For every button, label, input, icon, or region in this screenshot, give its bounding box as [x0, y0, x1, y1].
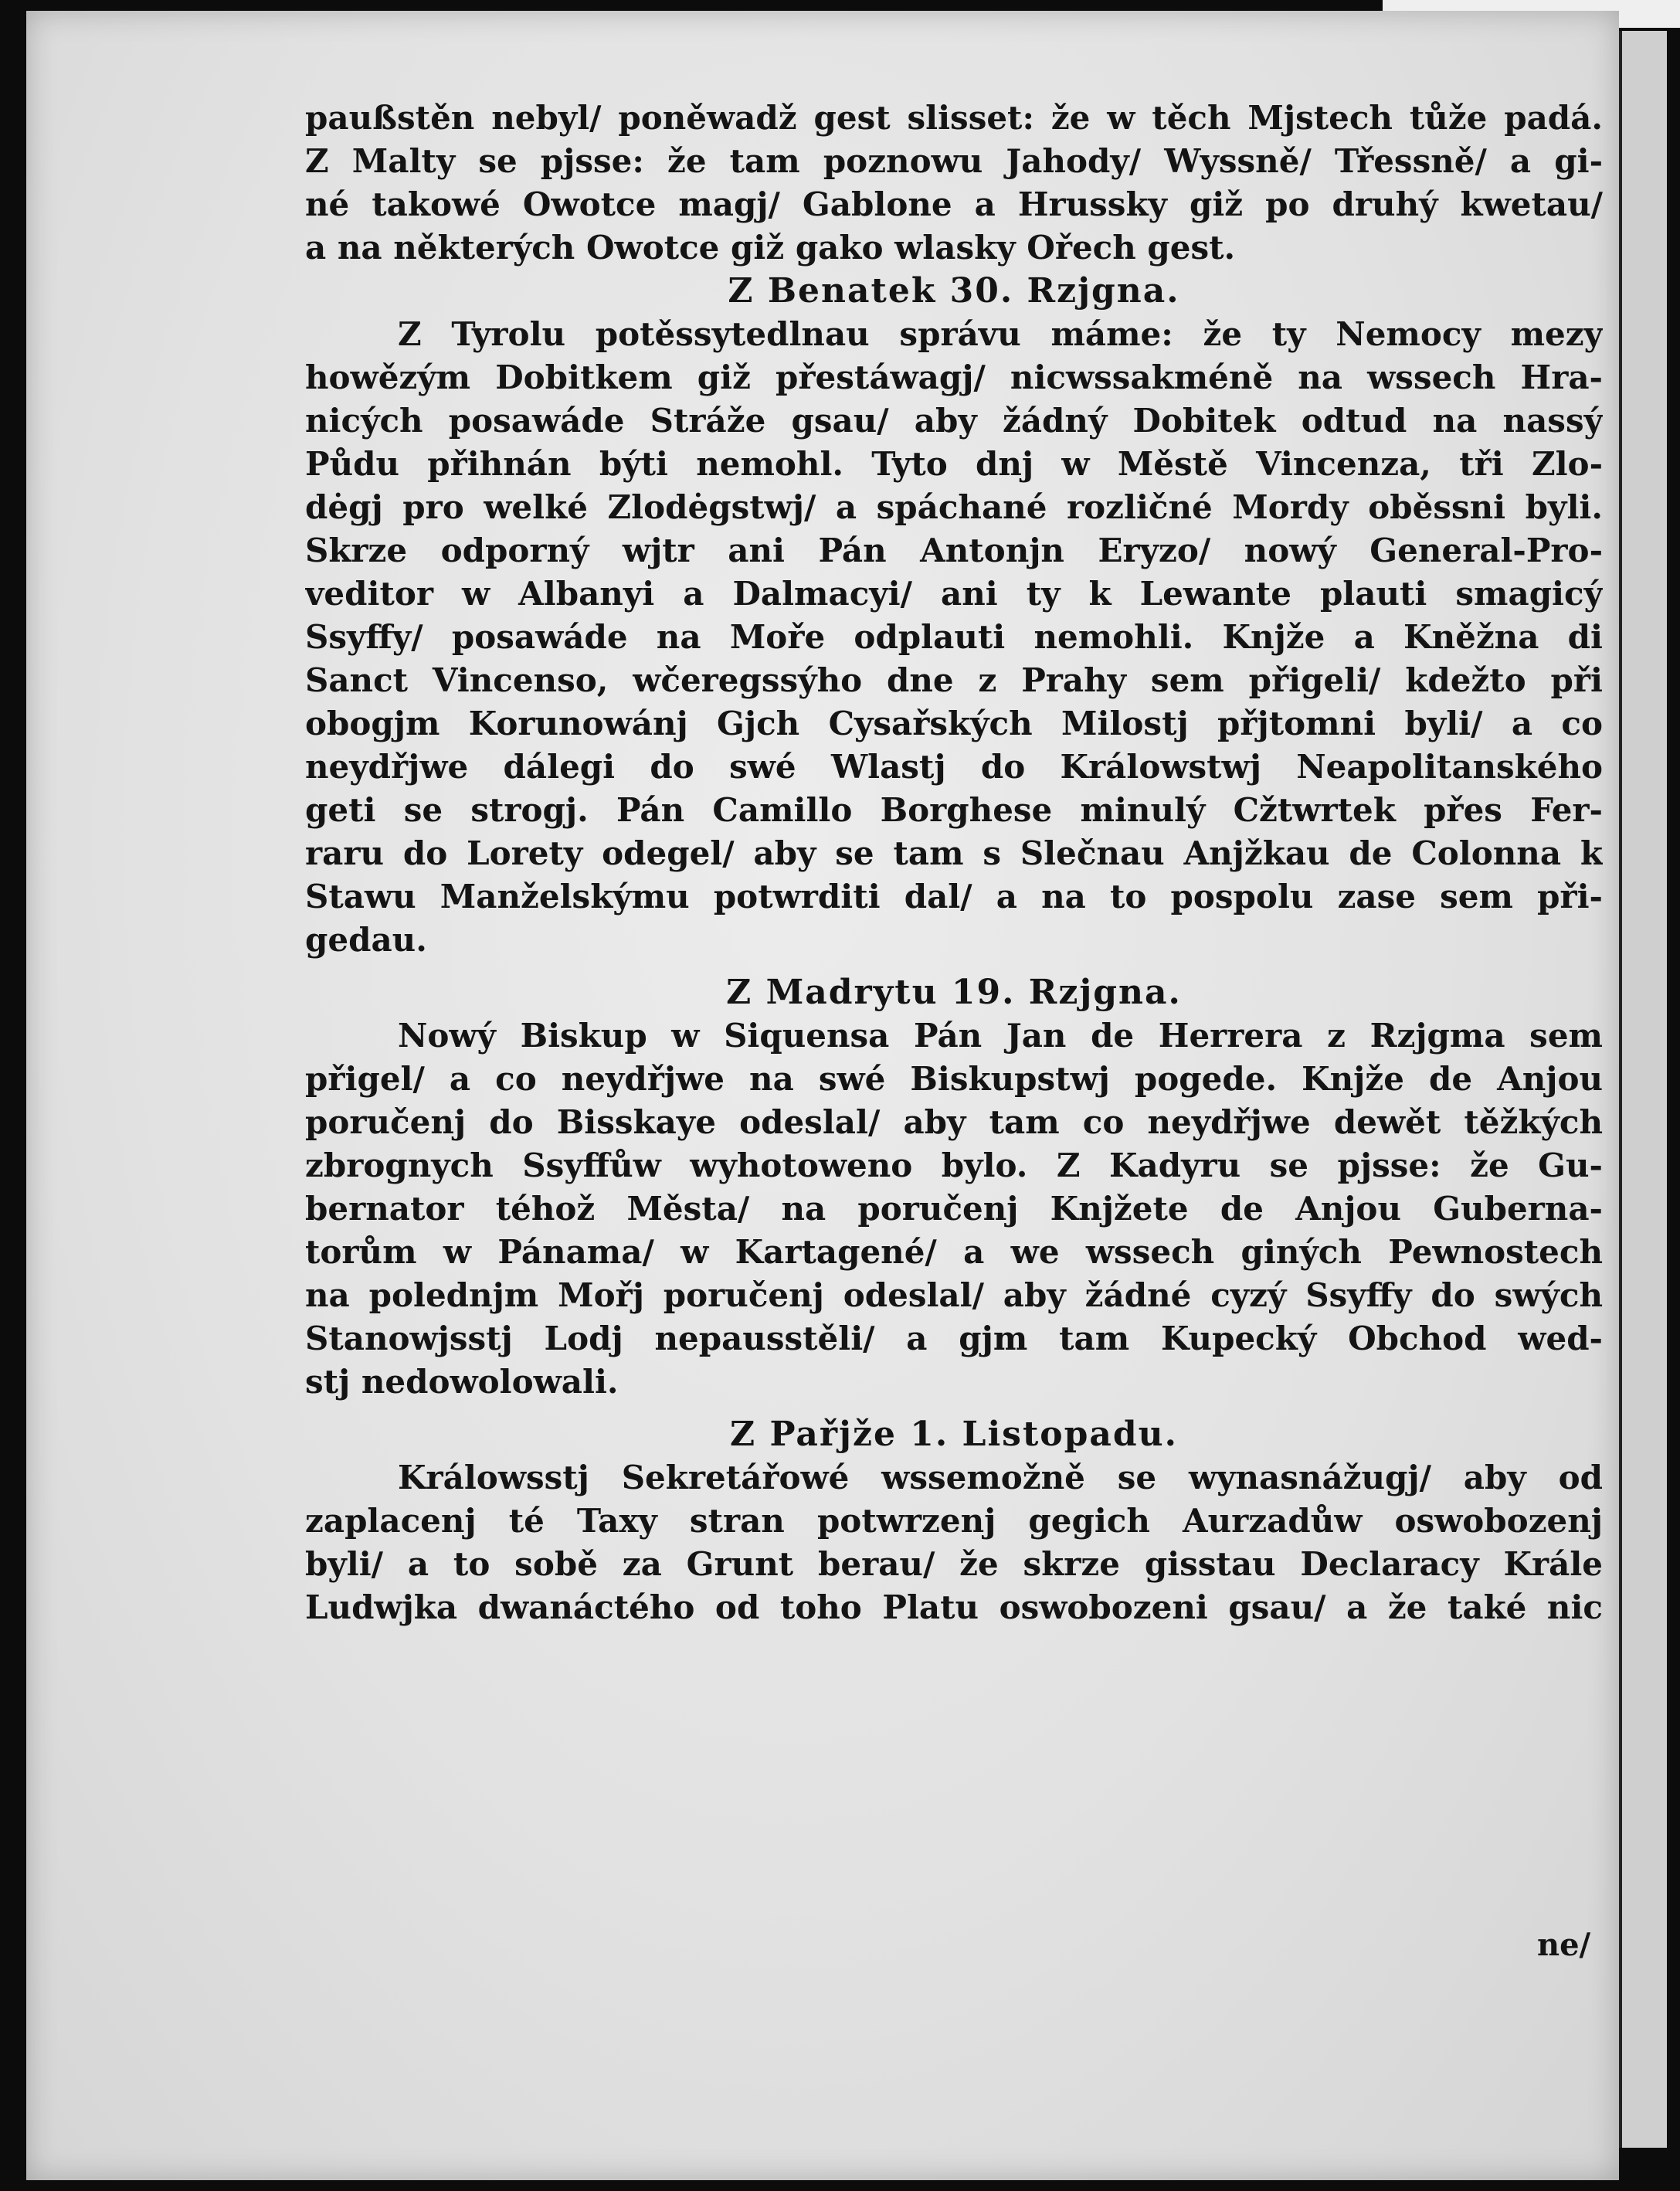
- text-line: neydřjwe dálegi do swé Wlastj do Králowstwj Neapolitanského: [305, 748, 1603, 786]
- catchword: ne/: [1537, 1927, 1591, 1963]
- text-line: a na některých Owotce giž gako wlasky Ořech gest.: [305, 229, 1236, 267]
- text-line: dėgj pro welké Zlodėgstwj/ a spáchané rozličné Mordy oběssni byli.: [305, 488, 1603, 526]
- text-line: Ludwjka dwanáctého od toho Platu oswobozeni gsau/ a že také nic: [305, 1588, 1603, 1626]
- text-line: torům w Pánama/ w Kartagené/ a we wssech giných Pewnostech: [305, 1233, 1603, 1271]
- text-line: nicých posawáde Stráže gsau/ aby žádný Dobitek odtud na nassý: [305, 402, 1603, 440]
- text-line: přigel/ a co neydřjwe na swé Biskupstwj pogede. Knjže de Anjou: [305, 1060, 1603, 1098]
- text-line: raru do Lorety odegel/ aby se tam s Slečnau Anjžkau de Colonna k: [305, 834, 1603, 872]
- text-line: paußstěn nebyl/ poněwadž gest slisset: že w těch Mjstech tůže padá.: [305, 99, 1603, 137]
- text-line: byli/ a to sobě za Grunt berau/ že skrze gisstau Declaracy Krále: [305, 1545, 1603, 1583]
- text-line: né takowé Owotce magj/ Gablone a Hrussky giž po druhý kwetau/: [305, 185, 1603, 223]
- text-line: Ssyffy/ posawáde na Moře odplauti nemohli. Knjže a Kněžna di: [305, 618, 1603, 656]
- text-line: howězým Dobitkem giž přestáwagj/ nicwssakméně na wssech Hra-: [305, 358, 1603, 396]
- text-line: Půdu přihnán býti nemohl. Tyto dnj w Městě Vincenza, tři Zlo-: [305, 445, 1603, 483]
- text-line: Stawu Manželskýmu potwrditi dal/ a na to pospolu zase sem při-: [305, 878, 1603, 915]
- text-line: na polednjm Mořj poručenj odeslal/ aby žádné cyzý Ssyffy do swých: [305, 1276, 1603, 1314]
- text-line: Nowý Biskup w Siquensa Pán Jan de Herrera z Rzjgma sem: [398, 1017, 1603, 1055]
- text-line: Sanct Vincenso, wčeregssýho dne z Prahy sem přigeli/ kdežto při: [305, 661, 1603, 699]
- text-line: bernator téhož Města/ na poručenj Knjžete de Anjou Guberna-: [305, 1190, 1603, 1228]
- text-line: Králowsstj Sekretářowé wssemožně se wynasnážugj/ aby od: [398, 1459, 1603, 1496]
- section-heading-venice: Z Benatek 30. Rzjgna.: [728, 271, 1180, 311]
- page-text: [305, 97, 1603, 1629]
- section-heading-paris: Z Pařjže 1. Listopadu.: [730, 1415, 1178, 1454]
- paragraph-top: [305, 97, 1603, 270]
- text-line: geti se strogj. Pán Camillo Borghese minulý Cžtwrtek přes Fer-: [305, 791, 1603, 829]
- text-line: obogjm Korunowánj Gjch Cysařských Milostj přjtomni byli/ a co: [305, 705, 1603, 742]
- text-line: Stanowjsstj Lodj nepausstěli/ a gjm tam Kupecký Obchod wed-: [305, 1320, 1603, 1357]
- text-line: zbrognych Ssyffůw wyhotoweno bylo. Z Kadyru se pjsse: že Gu-: [305, 1146, 1603, 1184]
- text-line: poručenj do Bisskaye odeslal/ aby tam co neydřjwe dewět těžkých: [305, 1103, 1603, 1141]
- text-line: Skrze odporný wjtr ani Pán Antonjn Eryzo/ nowý General-Pro-: [305, 532, 1603, 569]
- text-line: Z Tyrolu potěssytedlnau správu máme: že ty Nemocy mezy: [398, 315, 1603, 353]
- text-line: Z Malty se pjsse: že tam poznowu Jahody/ Wyssně/ Třessně/ a gi-: [305, 142, 1603, 180]
- text-line: gedau.: [305, 921, 427, 959]
- paragraph-paris: [305, 1456, 1603, 1629]
- book-gutter: [1619, 31, 1667, 2148]
- text-line: stj nedowolowali.: [305, 1363, 619, 1401]
- text-line: zaplacenj té Taxy stran potwrzenj gegich Aurzadůw oswobozenj: [305, 1502, 1603, 1540]
- paragraph-madrid: [305, 1014, 1603, 1404]
- text-line: veditor w Albanyi a Dalmacyi/ ani ty k Lewante plauti smagicý: [305, 575, 1603, 613]
- section-heading-madrid: Z Madrytu 19. Rzjgna.: [726, 973, 1182, 1012]
- paragraph-venice: [305, 313, 1603, 962]
